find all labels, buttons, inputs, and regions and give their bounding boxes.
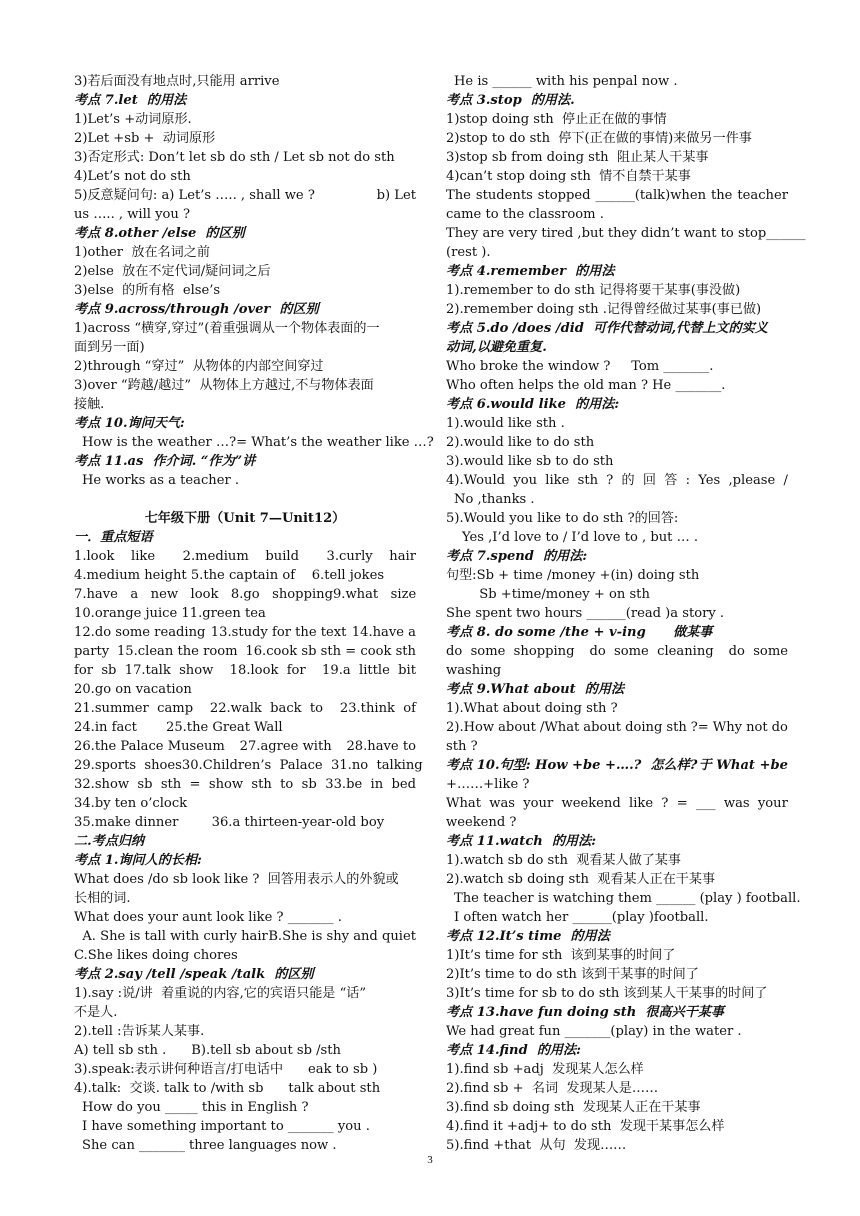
text-fragment: 23.think of bbox=[339, 701, 416, 716]
section-heading: 考点 14.find 的用法: bbox=[446, 1043, 581, 1058]
text-line: How do you _____ this in English ? bbox=[82, 1100, 309, 1115]
text-line: 20.go on vacation bbox=[74, 682, 192, 697]
text-line: 1)stop doing sth 停止正在做的事情 bbox=[446, 112, 667, 127]
text-line bbox=[74, 737, 416, 756]
text-line: 3)若后面没有地点时,只能用 arrive bbox=[74, 74, 280, 89]
text-line bbox=[74, 699, 416, 718]
section-heading: 考点 7.let 的用法 bbox=[74, 93, 187, 108]
text-fragment: 13.study for the text bbox=[210, 625, 347, 640]
text-fragment: They are very tired ,but they didn’t want to stop bbox=[446, 226, 767, 241]
text-line: She spent two hours ______(read )a story . bbox=[446, 606, 725, 621]
text-fragment: not bbox=[746, 720, 768, 735]
text-line: 3)It’s time for sb to do sth 该到某人干某事的时间了 bbox=[446, 986, 768, 1001]
text-fragment: your bbox=[757, 796, 788, 811]
section-heading: 考点 4.remember 的用法 bbox=[446, 264, 615, 279]
text-fragment: stopped bbox=[537, 188, 591, 203]
text-line: 1).say :说/讲 着重说的内容,它的宾语只能是 “话” bbox=[74, 986, 367, 1001]
section-heading: 一．重点短语 bbox=[74, 530, 153, 545]
text-line: 接触. bbox=[74, 397, 105, 412]
text-fragment: 32.show sb sth = show sth to sb bbox=[74, 777, 317, 792]
text-line: She can _______ three languages now . bbox=[82, 1138, 337, 1153]
text-line: sth ? bbox=[446, 739, 478, 754]
section-heading: 考点 10.询问天气: bbox=[74, 416, 185, 431]
text-line bbox=[446, 471, 788, 490]
text-fragment: about bbox=[498, 720, 536, 735]
text-line bbox=[74, 186, 416, 205]
text-fragment: 27.agree with bbox=[239, 739, 332, 754]
text-fragment: 3.curly hair bbox=[326, 549, 416, 564]
text-fragment: 18.look for bbox=[229, 663, 306, 678]
text-fragment: = bbox=[676, 796, 688, 811]
text-fragment: do some shopping bbox=[446, 644, 575, 659]
text-line: 4)Let’s not do sth bbox=[74, 169, 191, 184]
section-heading: 考点 7.spend 的用法: bbox=[446, 549, 588, 564]
text-fragment: teacher bbox=[737, 188, 788, 203]
section-heading: 考点 11.as 作介词. “作为”讲 bbox=[74, 454, 256, 469]
text-fragment: weekend bbox=[561, 796, 621, 811]
text-fragment: 7.have a new look 8.go shopping bbox=[74, 587, 333, 602]
text-line bbox=[446, 642, 788, 661]
section-heading: 考点 9.across/through /over 的区别 bbox=[74, 302, 319, 317]
text-line: Sb +time/money + on sth bbox=[446, 587, 650, 602]
section-heading: 考点 6.would like 的用法: bbox=[446, 397, 620, 412]
text-fragment: Why bbox=[712, 720, 743, 735]
section-heading: 二.考点归纳 bbox=[74, 834, 145, 849]
text-fragment: 29.sports shoes bbox=[74, 758, 182, 773]
text-line bbox=[446, 756, 788, 775]
text-fragment: party bbox=[74, 644, 110, 659]
text-line: 2)else 放在不定代词/疑问词之后 bbox=[74, 264, 271, 279]
text-line: 2)stop to do sth 停下(正在做的事情)来做另一件事 bbox=[446, 131, 752, 146]
text-line: The teacher is watching them ______ (play ) football. bbox=[454, 891, 801, 906]
text-line bbox=[74, 927, 416, 946]
section-heading: 考点 11.watch 的用法: bbox=[446, 834, 597, 849]
text-line bbox=[74, 775, 416, 794]
text-line bbox=[446, 718, 788, 737]
text-line: No ,thanks . bbox=[454, 492, 535, 507]
text-fragment: The bbox=[446, 188, 471, 203]
text-fragment: sth bbox=[666, 720, 687, 735]
text-fragment: 14.have a bbox=[351, 625, 416, 640]
section-heading: 考点 8.other /else 的区别 bbox=[74, 226, 245, 241]
text-line: weekend ? bbox=[446, 815, 517, 830]
text-fragment: students bbox=[475, 188, 533, 203]
text-line: came to the classroom . bbox=[446, 207, 604, 222]
text-fragment: about bbox=[583, 720, 622, 735]
text-line: Who broke the window ? Tom _______. bbox=[446, 359, 714, 374]
text-line: 3)over “跨越/越过” 从物体上方越过,不与物体表面 bbox=[74, 378, 374, 393]
text-fragment: 1.look like bbox=[74, 549, 156, 564]
text-line: 不是人. bbox=[74, 1005, 118, 1020]
section-heading: 考点 3.stop 的用法. bbox=[446, 93, 575, 108]
text-fragment: : bbox=[685, 473, 690, 488]
text-fragment: ______(talk)when bbox=[595, 188, 707, 203]
text-line: 5).find +that 从句 发现…… bbox=[446, 1138, 627, 1153]
text-line: 1)Let’s +动词原形. bbox=[74, 112, 192, 127]
text-line: 2).tell :告诉某人某事. bbox=[74, 1024, 205, 1039]
section-heading: 考点 5.do /does /did 可作代替动词,代替上文的实义 bbox=[446, 321, 768, 336]
text-line: 2)Let +sb + 动词原形 bbox=[74, 131, 216, 146]
text-line: 4).find it +adj+ to do sth 发现干某事怎么样 bbox=[446, 1119, 725, 1134]
text-line: +……+like ? bbox=[446, 777, 530, 792]
text-fragment: 15.clean the room bbox=[116, 644, 238, 659]
text-line: us ….. , will you ? bbox=[74, 207, 191, 222]
text-fragment: 19.a little bit bbox=[322, 663, 416, 678]
text-line: 1)across “横穿,穿过”(着重强调从一个物体表面的一 bbox=[74, 321, 380, 336]
text-fragment: ______ bbox=[766, 226, 806, 241]
text-line: What does /do sb look like ? 回答用表示人的外貌或 bbox=[74, 872, 399, 887]
text-line: 35.make dinner 36.a thirteen-year-old boy bbox=[74, 815, 385, 830]
text-fragment: the bbox=[710, 188, 733, 203]
right-column bbox=[446, 72, 806, 1155]
text-fragment: sth bbox=[577, 473, 599, 488]
text-line bbox=[74, 661, 416, 680]
text-line: 3)stop sb from doing sth 阻止某人干某事 bbox=[446, 150, 709, 165]
text-line bbox=[74, 642, 416, 661]
text-fragment: ,please bbox=[728, 473, 776, 488]
text-line: I often watch her ______(play )football. bbox=[454, 910, 709, 925]
left-column bbox=[74, 72, 434, 1155]
text-fragment: A. She is tall with curly hair bbox=[74, 929, 268, 944]
text-line bbox=[74, 547, 416, 566]
text-line: 2).find sb + 名词 发现某人是…… bbox=[446, 1081, 659, 1096]
text-fragment: 答 bbox=[664, 473, 678, 488]
section-heading: 考点 8. do some /the + v-ing 做某事 bbox=[446, 625, 713, 640]
text-fragment: do some bbox=[728, 644, 788, 659]
text-fragment: 9.what size bbox=[332, 587, 417, 602]
text-line: 4.medium height 5.the captain of 6.tell jokes bbox=[74, 568, 385, 583]
text-line: 1)other 放在名词之前 bbox=[74, 245, 210, 260]
text-line: 3)else 的所有格 else’s bbox=[74, 283, 221, 298]
text-fragment: What bbox=[446, 796, 481, 811]
text-line: 5).Would you like to do sth ?的回答: bbox=[446, 511, 679, 526]
text-line: 2)through “穿过” 从物体的内部空间穿过 bbox=[74, 359, 324, 374]
text-fragment: 30.Children’s Palace 31.no talking bbox=[181, 758, 423, 773]
text-fragment: for sb 17.talk show bbox=[74, 663, 214, 678]
text-fragment: 28.have to bbox=[346, 739, 416, 754]
text-line: What does your aunt look like ? _______ . bbox=[74, 910, 342, 925]
text-line: We had great fun _______(play) in the water . bbox=[446, 1024, 742, 1039]
text-fragment: 考点 10.句型: How +be +….? 怎么样? bbox=[446, 758, 698, 773]
section-heading: 考点 13.have fun doing sth 很高兴干某事 bbox=[446, 1005, 724, 1020]
text-line: 10.orange juice 11.green tea bbox=[74, 606, 266, 621]
text-line: 1).watch sb do sth 观看某人做了某事 bbox=[446, 853, 681, 868]
text-fragment: / bbox=[783, 473, 788, 488]
text-fragment: 16.cook sb sth = cook sth bbox=[245, 644, 416, 659]
text-line: 2).watch sb doing sth 观看某人正在干某事 bbox=[446, 872, 716, 887]
text-fragment: ? bbox=[606, 473, 614, 488]
text-line: 句型:Sb + time /money +(in) doing sth bbox=[446, 568, 700, 583]
section-heading: 考点 12.It’s time 的用法 bbox=[446, 929, 610, 944]
text-fragment: like bbox=[545, 473, 570, 488]
text-fragment: 21.summer camp bbox=[74, 701, 194, 716]
text-fragment: 的 bbox=[621, 473, 635, 488]
text-line: 1).What about doing sth ? bbox=[446, 701, 618, 716]
text-line: How is the weather …?= What’s the weather like …? bbox=[82, 435, 434, 450]
text-line: 34.by ten o’clock bbox=[74, 796, 188, 811]
text-line bbox=[74, 623, 416, 642]
text-fragment: /What bbox=[539, 720, 580, 735]
text-line: He is ______ with his penpal now . bbox=[454, 74, 678, 89]
text-fragment: ___ bbox=[695, 796, 716, 811]
text-line: 4).talk: 交谈. talk to /with sb talk about sth bbox=[74, 1081, 381, 1096]
text-fragment: 26.the Palace Museum bbox=[74, 739, 225, 754]
text-line: 3).would like sb to do sth bbox=[446, 454, 614, 469]
text-fragment: 2).How bbox=[446, 720, 495, 735]
text-line bbox=[74, 585, 416, 604]
text-line: A) tell sb sth . B).tell sb about sb /sth bbox=[74, 1043, 341, 1058]
text-line: 2)It’s time to do sth 该到干某事的时间了 bbox=[446, 967, 699, 982]
text-fragment: your bbox=[523, 796, 554, 811]
text-fragment: do some cleaning bbox=[589, 644, 714, 659]
text-line: C.She likes doing chores bbox=[74, 948, 238, 963]
text-line: 2).remember doing sth .记得曾经做过某事(事已做) bbox=[446, 302, 762, 317]
section-heading: 动词,以避免重复. bbox=[446, 340, 547, 355]
text-line: Yes ,I’d love to / I’d love to , but … . bbox=[462, 530, 698, 545]
text-line: He works as a teacher . bbox=[82, 473, 240, 488]
text-fragment: Yes bbox=[698, 473, 721, 488]
text-line: 1)It’s time for sth 该到某事的时间了 bbox=[446, 948, 676, 963]
text-fragment: do bbox=[771, 720, 788, 735]
text-line bbox=[74, 490, 416, 509]
text-fragment: 12.do some reading bbox=[74, 625, 206, 640]
text-fragment: 回 bbox=[642, 473, 656, 488]
text-fragment: 于 What +be bbox=[698, 758, 788, 773]
text-line: I have something important to _______ you . bbox=[82, 1119, 370, 1134]
text-line: 3).speak:表示讲何种语言/打电话中 eak to sb ) bbox=[74, 1062, 378, 1077]
text-fragment: 5)反意疑问句: a) Let’s ….. , shall we ? bbox=[74, 188, 315, 203]
section-heading: 考点 2.say /tell /speak /talk 的区别 bbox=[74, 967, 314, 982]
text-fragment: you bbox=[513, 473, 538, 488]
section-heading: 考点 1.询问人的长相: bbox=[74, 853, 202, 868]
text-line: 2).would like to do sth bbox=[446, 435, 595, 450]
text-line bbox=[446, 186, 788, 205]
text-fragment: B.She is shy and quiet bbox=[268, 929, 416, 944]
text-line: 1).remember to do sth 记得将要干某事(事没做) bbox=[446, 283, 741, 298]
text-line: 3).find sb doing sth 发现某人正在干某事 bbox=[446, 1100, 701, 1115]
text-line bbox=[74, 756, 423, 775]
text-fragment: 4).Would bbox=[446, 473, 506, 488]
text-fragment: was bbox=[489, 796, 515, 811]
text-line: 长相的词. bbox=[74, 891, 131, 906]
text-line: 1).would like sth . bbox=[446, 416, 565, 431]
text-fragment: ? bbox=[661, 796, 669, 811]
text-line: (rest ). bbox=[446, 245, 491, 260]
chapter-title: 七年级下册（Unit 7—Unit12） bbox=[144, 511, 346, 526]
text-fragment: b) Let bbox=[376, 188, 416, 203]
section-heading: 考点 9.What about 的用法 bbox=[446, 682, 625, 697]
page-number: 3 bbox=[427, 1154, 433, 1166]
text-line: washing bbox=[446, 663, 502, 678]
text-line: 24.in fact 25.the Great Wall bbox=[74, 720, 283, 735]
text-fragment: was bbox=[723, 796, 750, 811]
text-fragment: 2.medium build bbox=[182, 549, 299, 564]
text-line: 4)can’t stop doing sth 情不自禁干某事 bbox=[446, 169, 691, 184]
text-line: 3)否定形式: Don’t let sb do sth / Let sb not do sth bbox=[74, 150, 395, 165]
text-line: 面到另一面) bbox=[74, 340, 145, 355]
text-line: 1).find sb +adj 发现某人怎么样 bbox=[446, 1062, 644, 1077]
text-fragment: ?= bbox=[690, 720, 709, 735]
text-line: Who often helps the old man ? He _______. bbox=[446, 378, 726, 393]
text-line bbox=[446, 794, 788, 813]
text-fragment: 33.be in bed bbox=[325, 777, 416, 792]
text-fragment: doing bbox=[625, 720, 663, 735]
text-fragment: 22.walk back to bbox=[209, 701, 324, 716]
text-line bbox=[446, 224, 806, 243]
text-fragment: like bbox=[629, 796, 654, 811]
